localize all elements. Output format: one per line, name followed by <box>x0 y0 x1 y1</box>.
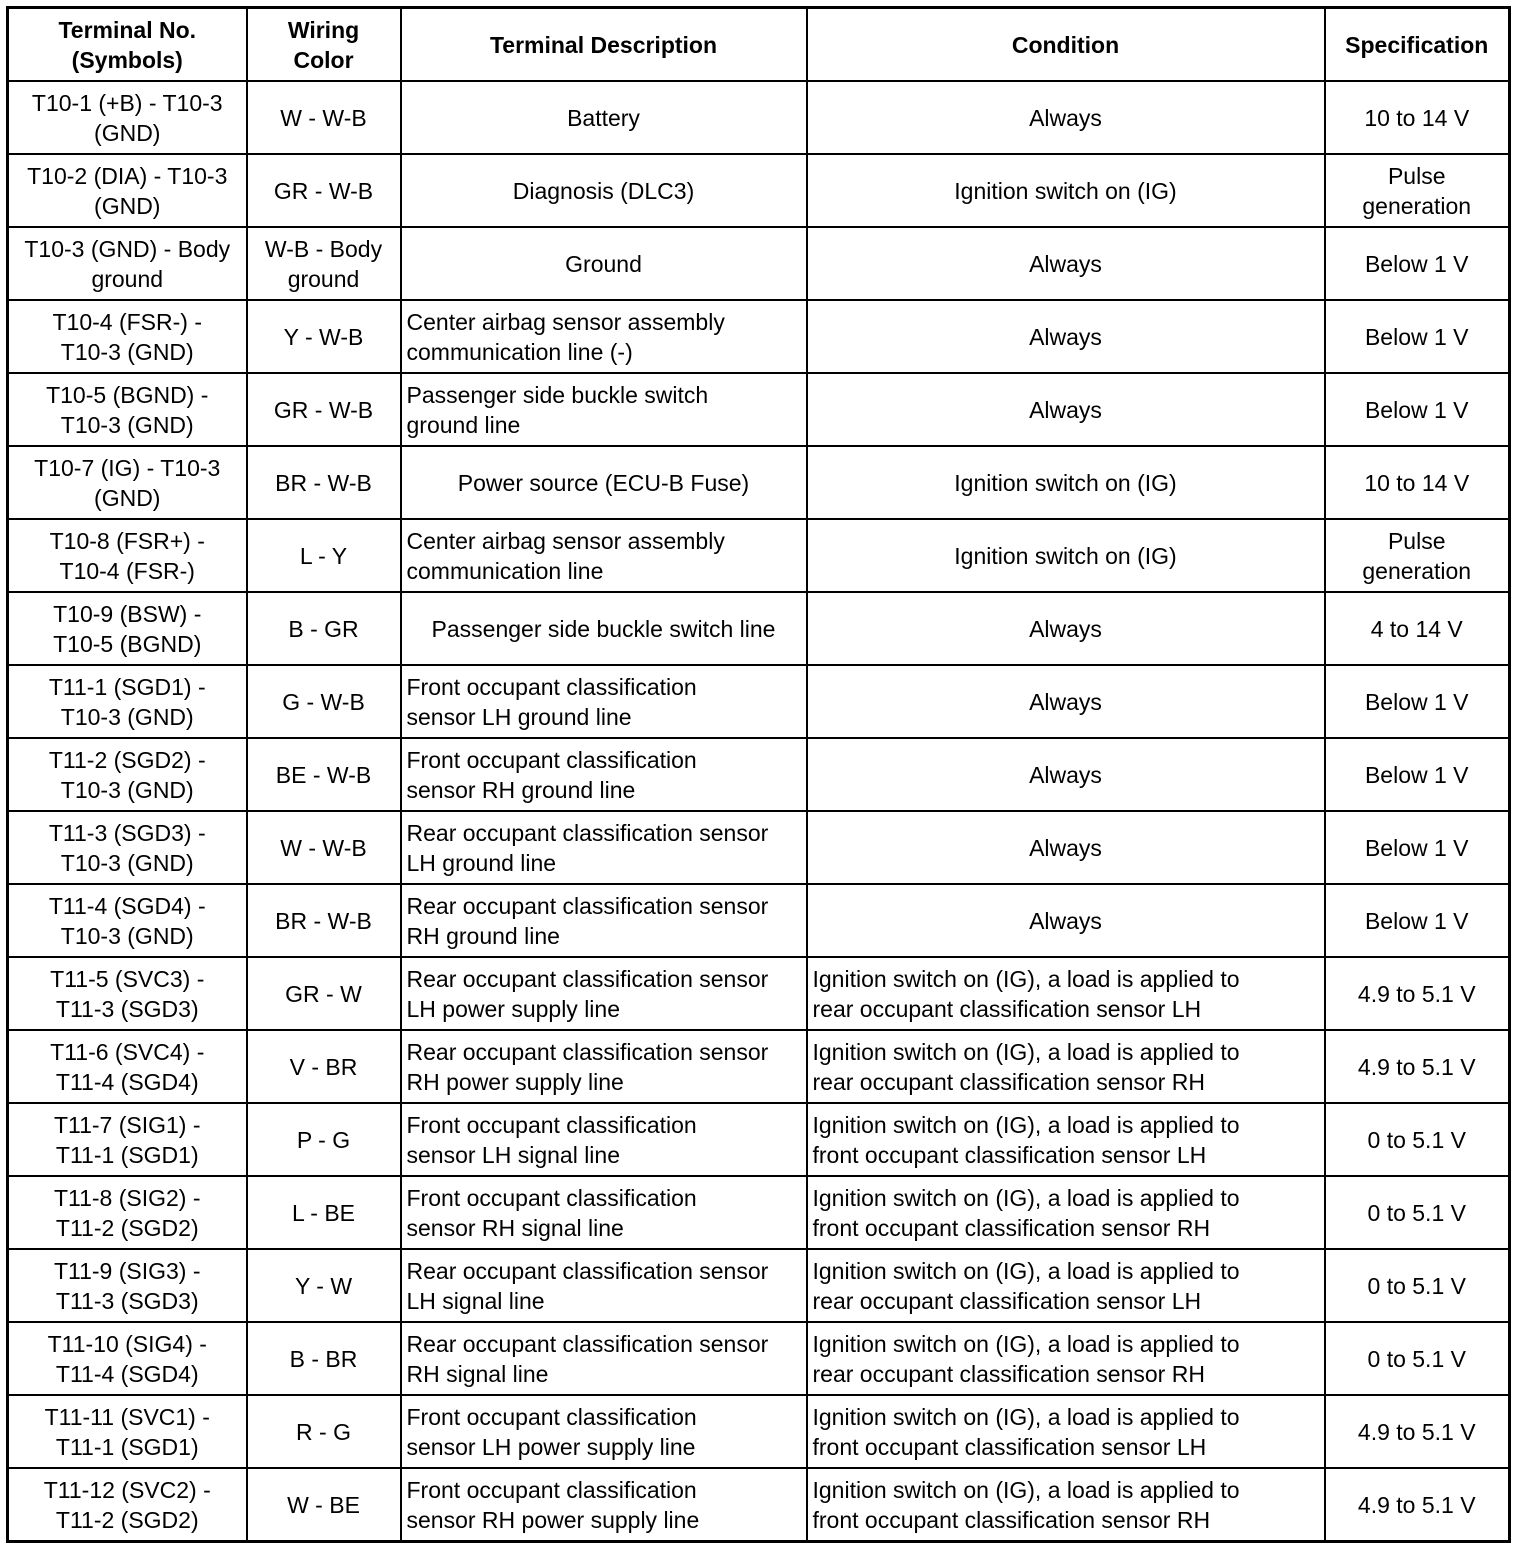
cell-specification: 4.9 to 5.1 V <box>1325 1395 1510 1468</box>
cell-specification: 0 to 5.1 V <box>1325 1322 1510 1395</box>
cell-condition: Ignition switch on (IG), a load is applied to front occupant classification sensor RH <box>807 1468 1325 1542</box>
cell-terminal: T10-3 (GND) - Body ground <box>8 227 247 300</box>
cell-terminal: T11-11 (SVC1) - T11-1 (SGD1) <box>8 1395 247 1468</box>
cell-wiring-color: L - BE <box>247 1176 401 1249</box>
cell-terminal: T11-8 (SIG2) - T11-2 (SGD2) <box>8 1176 247 1249</box>
cell-terminal: T10-4 (FSR-) - T10-3 (GND) <box>8 300 247 373</box>
cell-terminal-description: Rear occupant classification sensor RH power supply line <box>401 1030 807 1103</box>
cell-terminal-description: Front occupant classification sensor LH ground line <box>401 665 807 738</box>
cell-specification: Pulse generation <box>1325 519 1510 592</box>
cell-terminal-description: Passenger side buckle switch ground line <box>401 373 807 446</box>
table-row <box>8 81 1510 154</box>
cell-condition: Always <box>807 227 1325 300</box>
cell-wiring-color: GR - W-B <box>247 154 401 227</box>
cell-specification: Below 1 V <box>1325 665 1510 738</box>
cell-specification: 10 to 14 V <box>1325 446 1510 519</box>
cell-wiring-color: L - Y <box>247 519 401 592</box>
cell-terminal: T11-6 (SVC4) - T11-4 (SGD4) <box>8 1030 247 1103</box>
cell-specification: 4.9 to 5.1 V <box>1325 1030 1510 1103</box>
cell-terminal-description: Center airbag sensor assembly communication line <box>401 519 807 592</box>
cell-specification: 4.9 to 5.1 V <box>1325 957 1510 1030</box>
cell-specification: 0 to 5.1 V <box>1325 1176 1510 1249</box>
cell-condition: Always <box>807 81 1325 154</box>
cell-wiring-color: W - W-B <box>247 811 401 884</box>
cell-terminal: T11-10 (SIG4) - T11-4 (SGD4) <box>8 1322 247 1395</box>
cell-terminal: T11-7 (SIG1) - T11-1 (SGD1) <box>8 1103 247 1176</box>
cell-specification: Pulse generation <box>1325 154 1510 227</box>
cell-specification: Below 1 V <box>1325 300 1510 373</box>
cell-condition: Ignition switch on (IG) <box>807 154 1325 227</box>
cell-wiring-color: Y - W-B <box>247 300 401 373</box>
table-row <box>8 811 1510 884</box>
table-row <box>8 154 1510 227</box>
cell-terminal-description: Passenger side buckle switch line <box>401 592 807 665</box>
cell-condition: Ignition switch on (IG) <box>807 519 1325 592</box>
cell-specification: Below 1 V <box>1325 811 1510 884</box>
cell-terminal: T11-9 (SIG3) - T11-3 (SGD3) <box>8 1249 247 1322</box>
cell-condition: Ignition switch on (IG) <box>807 446 1325 519</box>
table-row <box>8 519 1510 592</box>
cell-wiring-color: W - BE <box>247 1468 401 1542</box>
cell-wiring-color: BE - W-B <box>247 738 401 811</box>
terminal-spec-table <box>6 6 1511 1543</box>
table-row <box>8 227 1510 300</box>
cell-terminal-description: Diagnosis (DLC3) <box>401 154 807 227</box>
cell-terminal: T10-8 (FSR+) - T10-4 (FSR-) <box>8 519 247 592</box>
cell-wiring-color: G - W-B <box>247 665 401 738</box>
cell-terminal: T11-1 (SGD1) - T10-3 (GND) <box>8 665 247 738</box>
cell-specification: 4 to 14 V <box>1325 592 1510 665</box>
cell-wiring-color: R - G <box>247 1395 401 1468</box>
cell-condition: Ignition switch on (IG), a load is applied to rear occupant classification sensor RH <box>807 1030 1325 1103</box>
cell-wiring-color: V - BR <box>247 1030 401 1103</box>
cell-condition: Always <box>807 884 1325 957</box>
cell-terminal-description: Front occupant classification sensor LH signal line <box>401 1103 807 1176</box>
cell-terminal-description: Power source (ECU-B Fuse) <box>401 446 807 519</box>
cell-terminal-description: Battery <box>401 81 807 154</box>
table-row <box>8 373 1510 446</box>
cell-terminal: T11-2 (SGD2) - T10-3 (GND) <box>8 738 247 811</box>
cell-condition: Ignition switch on (IG), a load is applied to rear occupant classification sensor LH <box>807 957 1325 1030</box>
header-specification: Specification <box>1325 8 1510 82</box>
cell-terminal: T11-12 (SVC2) - T11-2 (SGD2) <box>8 1468 247 1542</box>
cell-terminal-description: Center airbag sensor assembly communication line (-) <box>401 300 807 373</box>
table-row <box>8 738 1510 811</box>
table-row <box>8 592 1510 665</box>
table-row <box>8 1249 1510 1322</box>
cell-terminal: T11-3 (SGD3) - T10-3 (GND) <box>8 811 247 884</box>
cell-terminal: T10-2 (DIA) - T10-3 (GND) <box>8 154 247 227</box>
cell-condition: Always <box>807 373 1325 446</box>
cell-terminal-description: Front occupant classification sensor RH power supply line <box>401 1468 807 1542</box>
cell-specification: Below 1 V <box>1325 884 1510 957</box>
table-row <box>8 446 1510 519</box>
table-row <box>8 957 1510 1030</box>
cell-wiring-color: B - GR <box>247 592 401 665</box>
cell-wiring-color: BR - W-B <box>247 446 401 519</box>
cell-condition: Always <box>807 592 1325 665</box>
table-row <box>8 665 1510 738</box>
cell-wiring-color: GR - W <box>247 957 401 1030</box>
cell-specification: 0 to 5.1 V <box>1325 1103 1510 1176</box>
cell-terminal: T11-5 (SVC3) - T11-3 (SGD3) <box>8 957 247 1030</box>
cell-terminal-description: Rear occupant classification sensor RH ground line <box>401 884 807 957</box>
header-terminal: Terminal No. (Symbols) <box>8 8 247 82</box>
cell-terminal: T10-9 (BSW) - T10-5 (BGND) <box>8 592 247 665</box>
cell-wiring-color: GR - W-B <box>247 373 401 446</box>
cell-terminal-description: Front occupant classification sensor RH ground line <box>401 738 807 811</box>
table-row <box>8 1395 1510 1468</box>
header-condition: Condition <box>807 8 1325 82</box>
table-row <box>8 1322 1510 1395</box>
cell-condition: Ignition switch on (IG), a load is applied to front occupant classification sensor LH <box>807 1103 1325 1176</box>
cell-specification: Below 1 V <box>1325 373 1510 446</box>
cell-wiring-color: B - BR <box>247 1322 401 1395</box>
cell-terminal: T11-4 (SGD4) - T10-3 (GND) <box>8 884 247 957</box>
cell-condition: Always <box>807 738 1325 811</box>
cell-condition: Always <box>807 665 1325 738</box>
cell-terminal-description: Rear occupant classification sensor LH ground line <box>401 811 807 884</box>
table-row <box>8 1103 1510 1176</box>
cell-terminal-description: Front occupant classification sensor LH power supply line <box>401 1395 807 1468</box>
cell-terminal: T10-5 (BGND) - T10-3 (GND) <box>8 373 247 446</box>
table-body <box>8 81 1510 1542</box>
cell-terminal-description: Rear occupant classification sensor RH signal line <box>401 1322 807 1395</box>
cell-wiring-color: P - G <box>247 1103 401 1176</box>
table-row <box>8 1468 1510 1542</box>
table-row <box>8 884 1510 957</box>
header-wiring-color: Wiring Color <box>247 8 401 82</box>
cell-condition: Always <box>807 811 1325 884</box>
cell-terminal-description: Rear occupant classification sensor LH power supply line <box>401 957 807 1030</box>
cell-condition: Ignition switch on (IG), a load is applied to rear occupant classification sensor LH <box>807 1249 1325 1322</box>
cell-terminal-description: Front occupant classification sensor RH signal line <box>401 1176 807 1249</box>
cell-terminal: T10-7 (IG) - T10-3 (GND) <box>8 446 247 519</box>
cell-specification: 0 to 5.1 V <box>1325 1249 1510 1322</box>
cell-wiring-color: Y - W <box>247 1249 401 1322</box>
table-row <box>8 300 1510 373</box>
cell-terminal-description: Rear occupant classification sensor LH signal line <box>401 1249 807 1322</box>
cell-condition: Ignition switch on (IG), a load is applied to rear occupant classification sensor RH <box>807 1322 1325 1395</box>
cell-terminal: T10-1 (+B) - T10-3 (GND) <box>8 81 247 154</box>
cell-condition: Always <box>807 300 1325 373</box>
header-row <box>8 8 1510 82</box>
cell-specification: Below 1 V <box>1325 738 1510 811</box>
cell-wiring-color: W-B - Body ground <box>247 227 401 300</box>
cell-condition: Ignition switch on (IG), a load is applied to front occupant classification sensor RH <box>807 1176 1325 1249</box>
table-row <box>8 1176 1510 1249</box>
cell-terminal-description: Ground <box>401 227 807 300</box>
cell-specification: Below 1 V <box>1325 227 1510 300</box>
table-row <box>8 1030 1510 1103</box>
cell-condition: Ignition switch on (IG), a load is applied to front occupant classification sensor LH <box>807 1395 1325 1468</box>
cell-specification: 4.9 to 5.1 V <box>1325 1468 1510 1542</box>
cell-specification: 10 to 14 V <box>1325 81 1510 154</box>
header-terminal-description: Terminal Description <box>401 8 807 82</box>
cell-wiring-color: W - W-B <box>247 81 401 154</box>
cell-wiring-color: BR - W-B <box>247 884 401 957</box>
